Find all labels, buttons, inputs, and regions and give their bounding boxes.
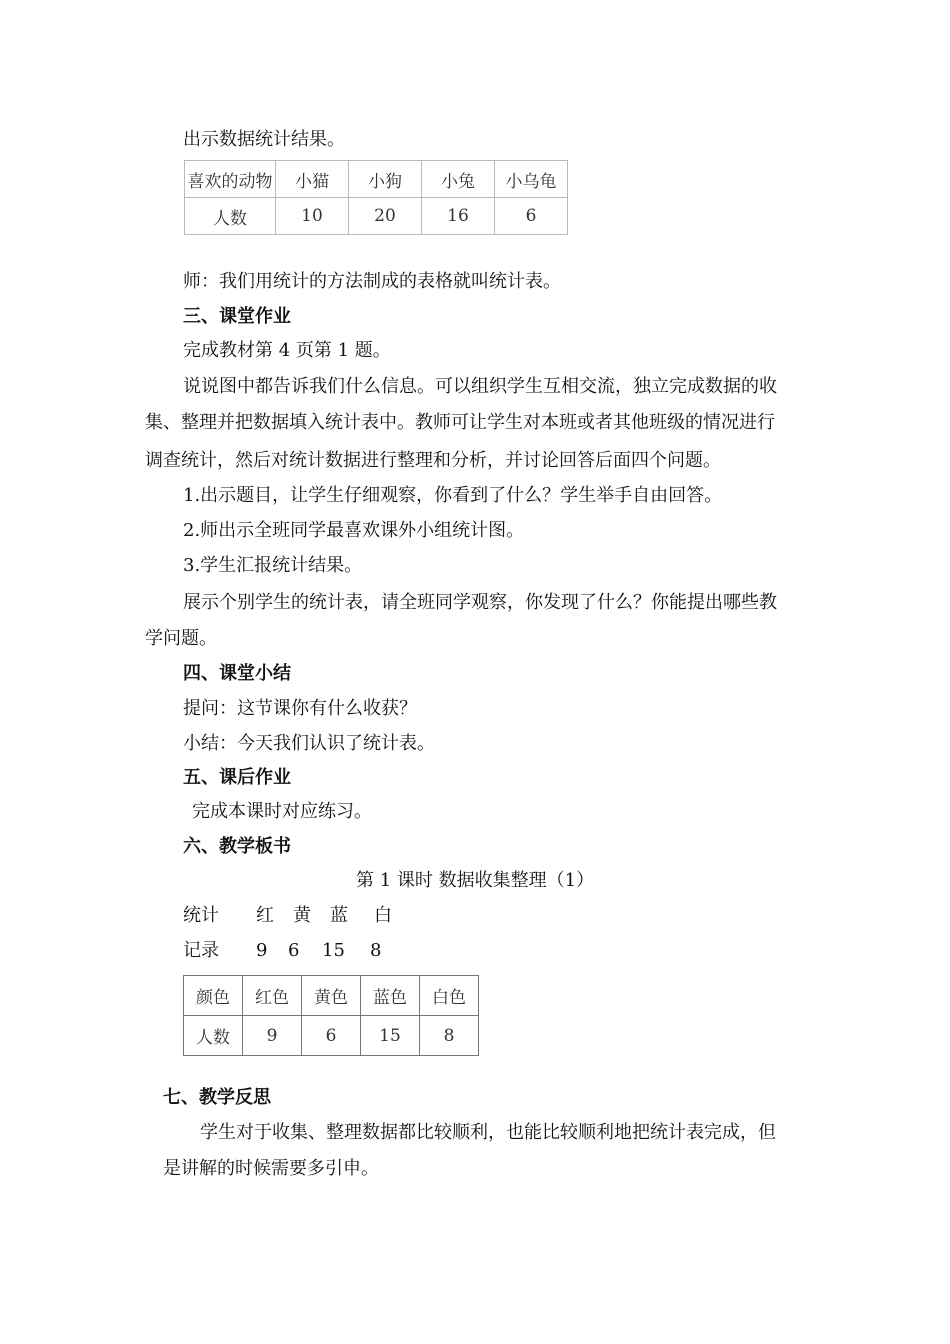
table-cell: 人数 bbox=[184, 1016, 243, 1056]
table-cell: 9 bbox=[243, 1016, 302, 1056]
table-cell: 8 bbox=[420, 1016, 479, 1056]
text-discuss-line3: 调查统计，然后对统计数据进行整理和分析，并讨论回答后面四个问题。 bbox=[145, 450, 721, 471]
table-cell: 15 bbox=[361, 1016, 420, 1056]
table-header-cell: 红色 bbox=[243, 976, 302, 1016]
board-row-record-value: 6 bbox=[288, 940, 300, 961]
section-title-reflection: 七、教学反思 bbox=[163, 1087, 271, 1108]
section-title-board: 六、教学板书 bbox=[183, 836, 291, 857]
table-header-cell: 小猫 bbox=[276, 161, 349, 198]
board-row-stat-label: 统计 bbox=[183, 905, 219, 926]
board-row-record-value: 8 bbox=[370, 940, 382, 961]
table-cell: 16 bbox=[422, 198, 495, 235]
text-show-line1: 展示个别学生的统计表，请全班同学观察，你发现了什么？你能提出哪些教 bbox=[183, 592, 777, 613]
board-row-record-value: 15 bbox=[322, 940, 345, 961]
board-row-stat-value: 蓝 bbox=[330, 905, 348, 926]
table-cell: 6 bbox=[495, 198, 568, 235]
table-row bbox=[185, 161, 568, 198]
text-reflect-line2: 是讲解的时候需要多引申。 bbox=[163, 1158, 379, 1179]
table-header-cell: 黄色 bbox=[302, 976, 361, 1016]
table-cell: 20 bbox=[349, 198, 422, 235]
table-header-cell: 白色 bbox=[420, 976, 479, 1016]
board-row-stat-value: 白 bbox=[374, 905, 392, 926]
board-row-record-value: 9 bbox=[256, 940, 268, 961]
text-show-line2: 学问题。 bbox=[145, 628, 217, 649]
table-header-cell: 颜色 bbox=[184, 976, 243, 1016]
text-textbook: 完成教材第 4 页第 1 题。 bbox=[183, 340, 391, 361]
board-row-stat-value: 黄 bbox=[293, 905, 311, 926]
table-cell: 人数 bbox=[185, 198, 276, 235]
text-item-2: 2.师出示全班同学最喜欢课外小组统计图。 bbox=[183, 520, 525, 541]
text-homework: 完成本课时对应练习。 bbox=[192, 801, 372, 822]
section-title-summary: 四、课堂小结 bbox=[183, 663, 291, 684]
animals-table bbox=[184, 160, 568, 235]
text-show-result: 出示数据统计结果。 bbox=[183, 129, 345, 150]
table-header-cell: 喜欢的动物 bbox=[185, 161, 276, 198]
board-row-stat-value: 红 bbox=[256, 905, 274, 926]
table-header-cell: 蓝色 bbox=[361, 976, 420, 1016]
board-title: 第 1 课时 数据收集整理（1） bbox=[356, 870, 595, 891]
table-cell: 6 bbox=[302, 1016, 361, 1056]
text-summary: 小结：今天我们认识了统计表。 bbox=[183, 733, 435, 754]
board-row-record-label: 记录 bbox=[183, 940, 219, 961]
text-item-1: 1.出示题目，让学生仔细观察，你看到了什么？学生举手自由回答。 bbox=[183, 485, 723, 506]
colors-table bbox=[183, 975, 479, 1056]
table-cell: 10 bbox=[276, 198, 349, 235]
section-title-after-class: 五、课后作业 bbox=[183, 767, 291, 788]
table-row bbox=[185, 198, 568, 235]
table-row bbox=[184, 1016, 479, 1056]
table-row bbox=[184, 976, 479, 1016]
section-title-homework-class: 三、课堂作业 bbox=[183, 306, 291, 327]
text-discuss-line1: 说说图中都告诉我们什么信息。可以组织学生互相交流，独立完成数据的收 bbox=[183, 376, 777, 397]
text-reflect-line1: 学生对于收集、整理数据都比较顺利，也能比较顺利地把统计表完成，但 bbox=[200, 1122, 776, 1143]
text-question: 提问：这节课你有什么收获？ bbox=[183, 698, 417, 719]
text-item-3: 3.学生汇报统计结果。 bbox=[183, 555, 363, 576]
table-header-cell: 小乌龟 bbox=[495, 161, 568, 198]
text-teacher: 师：我们用统计的方法制成的表格就叫统计表。 bbox=[183, 271, 561, 292]
text-discuss-line2: 集、整理并把数据填入统计表中。教师可让学生对本班或者其他班级的情况进行 bbox=[145, 412, 775, 433]
table-header-cell: 小兔 bbox=[422, 161, 495, 198]
table-header-cell: 小狗 bbox=[349, 161, 422, 198]
